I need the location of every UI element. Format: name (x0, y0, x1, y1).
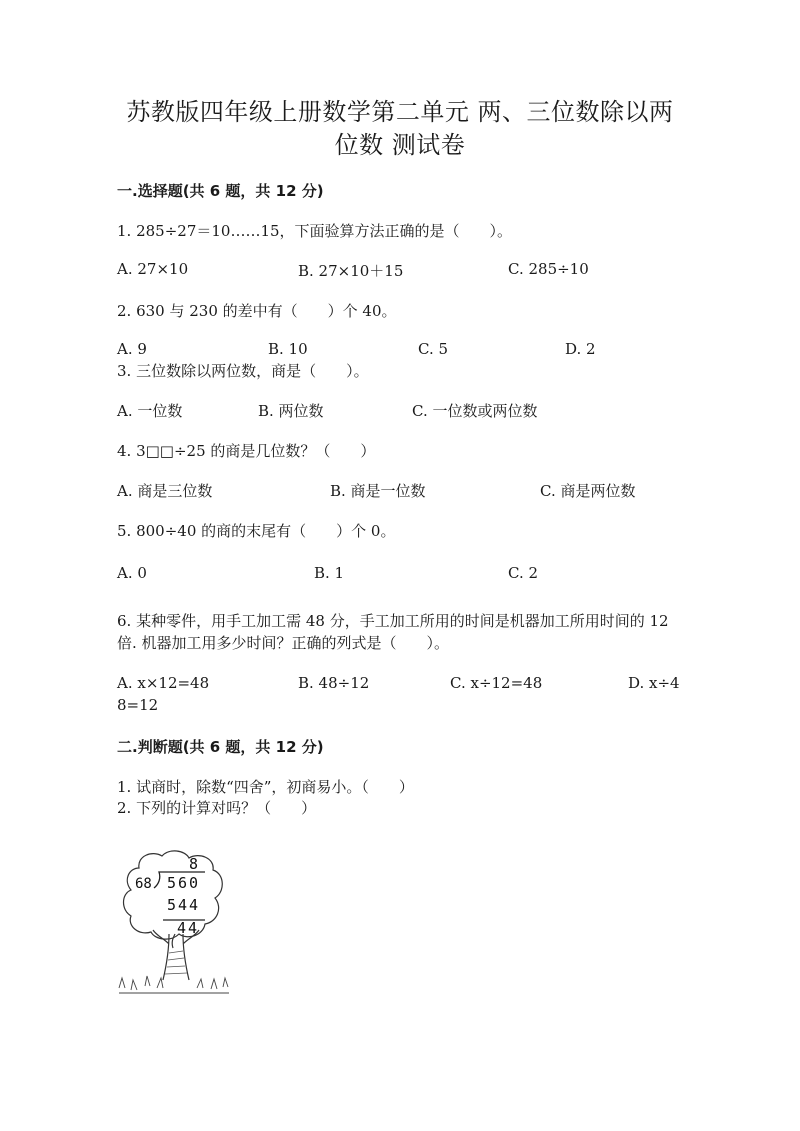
q3-option-c: C. 一位数或两位数 (412, 402, 538, 420)
question-4: 4. 3□□÷25 的商是几位数？（ ） (117, 442, 376, 460)
judgement-2: 2. 下列的计算对吗？（ ） (117, 799, 317, 817)
question-3: 3. 三位数除以两位数，商是（ ）。 (117, 362, 369, 380)
question-2: 2. 630 与 230 的差中有（ ）个 40。 (117, 302, 397, 320)
q4-option-c: C. 商是两位数 (540, 482, 636, 500)
q5-option-a: A. 0 (117, 564, 147, 582)
tree-drawing (117, 848, 237, 1003)
page-title (80, 96, 720, 162)
tree-trunk-shading (165, 951, 187, 974)
q6-option-c: C. x÷12=48 (450, 674, 543, 692)
q6-option-d-wrap: 8=12 (117, 696, 159, 714)
q2-option-a: A. 9 (117, 340, 147, 358)
q2-option-b: B. 10 (268, 340, 308, 358)
q1-option-a: A. 27×10 (117, 260, 189, 278)
division-product: 544 (167, 896, 201, 914)
q3-option-a: A. 一位数 (117, 402, 183, 420)
q5-option-c: C. 2 (508, 564, 539, 582)
section-heading-choice: 一.选择题(共 6 题，共 12 分) (117, 182, 324, 200)
section-heading-judgement: 二.判断题(共 6 题，共 12 分) (117, 738, 324, 756)
tree-canopy-outline (124, 851, 223, 939)
q2-option-c: C. 5 (418, 340, 449, 358)
q1-option-b: B. 27×10＋15 (298, 262, 404, 280)
division-divisor: 68 (135, 876, 152, 892)
q2-option-d: D. 2 (565, 340, 596, 358)
division-remainder: 44 (177, 919, 200, 937)
title-line-2: 位数 测试卷 (334, 131, 466, 159)
q6-option-a: A. x×12=48 (117, 674, 210, 692)
tree-division-illustration (117, 848, 237, 1007)
question-1: 1. 285÷27＝10……15，下面验算方法正确的是（ ）。 (117, 222, 513, 240)
grass (119, 976, 229, 993)
title-line-1: 苏教版四年级上册数学第二单元 两、三位数除以两 (126, 98, 674, 126)
q4-option-b: B. 商是一位数 (330, 482, 426, 500)
q6-option-d: D. x÷4 (628, 674, 680, 692)
q3-option-b: B. 两位数 (258, 402, 324, 420)
tree-trunk (153, 930, 199, 980)
q1-option-c: C. 285÷10 (508, 260, 589, 278)
q4-option-a: A. 商是三位数 (117, 482, 213, 500)
judgement-1: 1. 试商时，除数“四舍”，初商易小。（ ） (117, 778, 414, 796)
question-5: 5. 800÷40 的商的末尾有（ ）个 0。 (117, 522, 396, 540)
division-quotient: 8 (189, 855, 199, 873)
question-6: 6. 某种零件，用手工加工需 48 分，手工加工所用的时间是机器加工所用时间的 12 倍. 机器加工用多少时间？正确的列式是（ ）。 (117, 612, 669, 652)
division-dividend: 560 (167, 874, 201, 892)
q5-option-b: B. 1 (314, 564, 345, 582)
q6-option-b: B. 48÷12 (298, 674, 370, 692)
